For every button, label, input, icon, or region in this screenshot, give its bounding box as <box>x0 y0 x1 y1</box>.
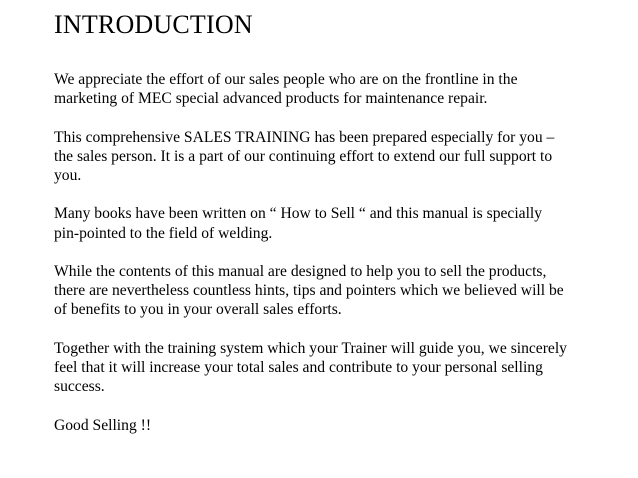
paragraph-how-to-sell: Many books have been written on “ How to Sell “ and this manual is specially pin-pointed to the field of welding. <box>54 205 543 242</box>
document-body <box>54 70 614 454</box>
page-title: INTRODUCTION <box>54 10 253 39</box>
paragraph-manual-contents: While the contents of this manual are designed to help you to sell the products, there are nevertheless countless hints, tips and pointers which we believed will be of benefits to you in your overall sales efforts. <box>54 262 564 319</box>
paragraph-closing: Good Selling !! <box>54 416 152 434</box>
paragraph-training-system: Together with the training system which your Trainer will guide you, we sincerely feel that it will increase your total sales and contribute to your personal selling success. <box>54 339 567 396</box>
paragraph-appreciation: We appreciate the effort of our sales people who are on the frontline in the marketing of MEC special advanced products for maintenance repair. <box>54 71 518 108</box>
paragraph-sales-training: This comprehensive SALES TRAINING has been prepared especially for you – the sales person. It is a part of our continuing effort to extend our full support to you. <box>54 128 555 184</box>
